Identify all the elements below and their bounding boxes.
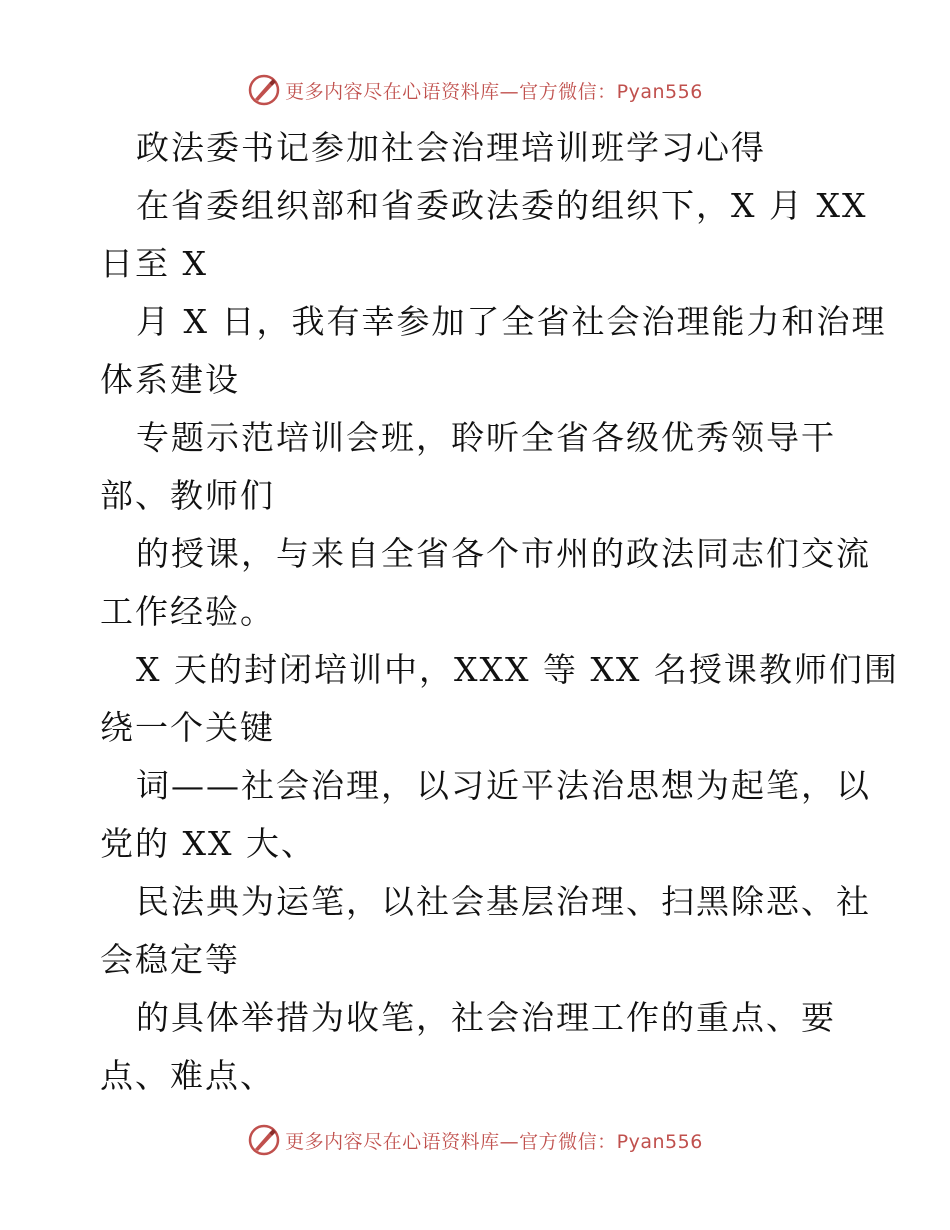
paragraph-line: 工作经验。 xyxy=(100,592,275,631)
paragraph-line: 体系建设 xyxy=(100,360,240,399)
paragraph-line: 会稳定等 xyxy=(100,940,240,979)
footer-watermark-banner xyxy=(0,1120,950,1160)
paragraph-line: 词——社会治理，以习近平法治思想为起笔，以 xyxy=(136,766,871,805)
pen-logo-icon xyxy=(247,1123,281,1157)
paragraph-line: 专题示范培训会班，聆听全省各级优秀领导干 xyxy=(136,418,836,457)
paragraph-line: X 天的封闭培训中，XXX 等 XX 名授课教师们围 xyxy=(136,650,899,689)
paragraph-line: 部、教师们 xyxy=(100,476,275,515)
paragraph-line: 绕一个关键 xyxy=(100,708,275,747)
paragraph-line: 点、难点、 xyxy=(100,1056,275,1095)
watermark-text: 更多内容尽在心语资料库—官方微信：Pyan556 xyxy=(285,80,703,103)
paragraph-line: 的具体举措为收笔，社会治理工作的重点、要 xyxy=(136,998,836,1037)
paragraph-line: 日至 X xyxy=(100,244,208,283)
watermark-text: 更多内容尽在心语资料库—官方微信：Pyan556 xyxy=(285,1130,703,1153)
paragraph-line: 月 X 日，我有幸参加了全省社会治理能力和治理 xyxy=(136,302,887,341)
paragraph-line: 在省委组织部和省委政法委的组织下，X 月 XX xyxy=(136,186,868,225)
paragraph-line: 的授课，与来自全省各个市州的政法同志们交流 xyxy=(136,534,871,573)
pen-logo-icon xyxy=(247,73,281,107)
document-title: 政法委书记参加社会治理培训班学习心得 xyxy=(136,128,766,167)
header-watermark-banner xyxy=(0,70,950,110)
paragraph-line: 党的 XX 大、 xyxy=(100,824,316,863)
paragraph-line: 民法典为运笔，以社会基层治理、扫黑除恶、社 xyxy=(136,882,871,921)
